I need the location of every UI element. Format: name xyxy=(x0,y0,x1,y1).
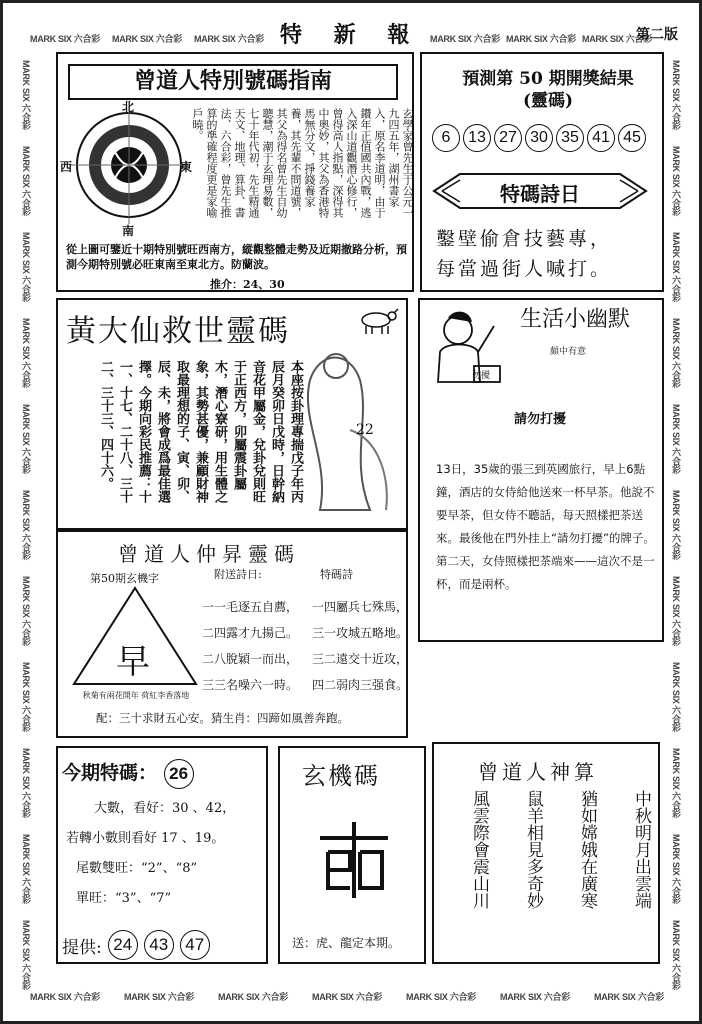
watermark-text: MARK SIX 六合彩 xyxy=(671,404,681,474)
compass-south: 南 xyxy=(122,224,135,238)
watermark-text: MARK SIX 六合彩 xyxy=(671,748,681,818)
watermark-text: MARK SIX 六合彩 xyxy=(500,992,570,1002)
compass-west: 西 xyxy=(60,160,73,174)
watermark-text: MARK SIX 六合彩 xyxy=(124,992,194,1002)
watermark-text: MARK SIX 六合彩 xyxy=(671,576,681,646)
watermark-text: MARK SIX 六合彩 xyxy=(21,576,31,646)
guide-recommend: 推介：24、30 xyxy=(210,278,285,291)
ascend-code-label: 特碼詩 xyxy=(320,568,353,581)
watermark-text: MARK SIX 六合彩 xyxy=(671,920,681,990)
result-ball: 13 xyxy=(463,124,491,152)
today-tail: 尾數雙旺：“2”、“8” xyxy=(76,861,198,876)
today-special-number: 26 xyxy=(164,759,194,789)
ascend-row xyxy=(202,594,408,620)
watermark-text: MARK SIX 六合彩 xyxy=(582,34,652,44)
watermark-text: MARK SIX 六合彩 xyxy=(21,318,31,388)
provide-row xyxy=(62,930,210,960)
result-ball: 27 xyxy=(494,124,522,152)
watermark-text: MARK SIX 六合彩 xyxy=(194,34,264,44)
edition-label: 第二版 xyxy=(636,27,678,43)
watermark-text: MARK SIX 六合彩 xyxy=(21,920,31,990)
guide-footnote: 從上圖可鑒近十期特別號旺西南方，縱觀整體走勢及近期撤路分析，預測今期特別號必旺東南至東北方。防蘭波。 xyxy=(66,243,407,271)
newspaper-title: 特 新 報 xyxy=(280,22,422,48)
provide-label: 提供: xyxy=(62,937,102,958)
watermark-text: MARK SIX 六合彩 xyxy=(406,992,476,1002)
wong-number: 22 xyxy=(356,422,374,438)
result-ball: 35 xyxy=(556,124,584,152)
ascend-verse: 二八脫穎一而出， xyxy=(202,652,299,666)
watermark-text: MARK SIX 六合彩 xyxy=(506,34,576,44)
watermark-text: MARK SIX 六合彩 xyxy=(30,992,100,1002)
result-ball: 45 xyxy=(618,124,646,152)
compass-east: 東 xyxy=(180,160,193,174)
result-ball: 30 xyxy=(525,124,553,152)
watermark-text: MARK SIX 六合彩 xyxy=(671,834,681,904)
ox-icon xyxy=(354,306,400,336)
ascend-verse: 一一毛逐五自薦， xyxy=(202,600,299,614)
wong-title: 黃大仙救世靈碼 xyxy=(66,314,290,349)
immortal-figure-icon xyxy=(290,340,398,524)
sign-label: 勿擾 xyxy=(472,371,491,381)
calc-column: 鼠羊相見多奇妙 xyxy=(523,790,543,909)
provide-number: 43 xyxy=(144,930,174,960)
provide-number: 47 xyxy=(180,930,210,960)
calc-column: 中秋明月出雲端 xyxy=(631,790,651,909)
poem-label: 特碼詩日 xyxy=(500,182,580,206)
today-small: 若轉小數則看好 17 、19。 xyxy=(66,831,225,846)
ascend-row xyxy=(202,672,408,698)
watermark-text: MARK SIX 六合彩 xyxy=(21,60,31,130)
poem-line-2: 每當過街人喊打。 xyxy=(436,258,613,280)
watermark-text: MARK SIX 六合彩 xyxy=(671,490,681,560)
results-title xyxy=(430,68,666,112)
compass-north: 北 xyxy=(122,100,135,114)
ascend-verse: 三三名噪六一時。 xyxy=(202,678,299,692)
watermark-text: MARK SIX 六合彩 xyxy=(671,662,681,732)
ascend-verse: 二四露才九揚己。 xyxy=(202,626,299,640)
watermark-text: MARK SIX 六合彩 xyxy=(21,662,31,732)
calc-title: 曾道人神算 xyxy=(478,760,598,784)
watermark-text: MARK SIX 六合彩 xyxy=(21,404,31,474)
calc-poem xyxy=(468,790,652,909)
triangle-char: 早 xyxy=(116,642,150,682)
cartoon-man-icon xyxy=(430,306,506,390)
watermark-text: MARK SIX 六合彩 xyxy=(671,232,681,302)
watermark-text: MARK SIX 六合彩 xyxy=(671,318,681,388)
guide-body: 玄學家曾先生于公元一九四五年，湖州書家入，原名李道明，由于鑽年正值國共內戰，逃入深山道觀潛心修行，曾得高人指點，深得其中奧妙，其父為香港特馬無分文，掙錢養家養，其先輩不問道號，其父為得名曾先生自幼聰慧，潮于玄理易數，七十年代初，先生精通天文、地理、算卦、書法、六合彩，曾先生推算的準確程度更是家喻戶曉。 xyxy=(191,108,414,218)
calc-column: 猶如嫦娥在廣寒 xyxy=(577,790,597,909)
ascend-verse: 三一攻城五略地。 xyxy=(312,626,409,640)
ascend-verse: 一四屬兵七殊馬， xyxy=(312,600,409,614)
ascend-verse: 四二弱肉三强食。 xyxy=(312,678,409,692)
humor-body: 13日，35歲的張三到英國旅行，早上6點鐘，酒店的女侍給他送來一杯早茶。他說不要早茶，但女侍不聽話，每天照樣把茶送來。最後他在門外挂上“請勿打擾”的牌子。第二天，女侍照樣把茶端來——這次不是一杯，而是兩杯。 xyxy=(436,462,655,591)
watermark-text: MARK SIX 六合彩 xyxy=(21,834,31,904)
ascend-title: 曾道人仲昇靈碼 xyxy=(118,542,300,566)
watermark-text: MARK SIX 六合彩 xyxy=(21,232,31,302)
watermark-text: MARK SIX 六合彩 xyxy=(218,992,288,1002)
provide-number: 24 xyxy=(108,930,138,960)
results-title-line2: (靈碼) xyxy=(522,91,574,111)
triangle-text: 秋菊有兩花開年 荷紅李香落地 xyxy=(82,691,190,700)
watermark-text: MARK SIX 六合彩 xyxy=(312,992,382,1002)
result-ball: 6 xyxy=(432,124,460,152)
today-title-label: 今期特碼： xyxy=(62,762,158,784)
watermark-text: MARK SIX 六合彩 xyxy=(112,34,182,44)
mystic-glyph-icon xyxy=(316,818,392,902)
watermark-text: MARK SIX 六合彩 xyxy=(21,490,31,560)
watermark-text: MARK SIX 六合彩 xyxy=(30,34,100,44)
watermark-text: MARK SIX 六合彩 xyxy=(21,748,31,818)
watermark-text: MARK SIX 六合彩 xyxy=(594,992,664,1002)
ascend-verse: 三二遠交十近攻， xyxy=(312,652,409,666)
ascend-row xyxy=(202,620,408,646)
calc-column: 風雲際會震山川 xyxy=(469,790,489,909)
poem-line-1: 鑿壁偷倉技藝專， xyxy=(436,228,613,250)
today-big: 大數，看好：30 、42， xyxy=(94,801,236,816)
ascend-row xyxy=(202,646,408,672)
watermark-text: MARK SIX 六合彩 xyxy=(21,146,31,216)
humor-title: 生活小幽默 xyxy=(520,307,631,332)
ascend-issue: 第50期玄機字 xyxy=(90,572,159,585)
ascend-footnote: 配：三十求財五心安。猜生肖：四蹄如風善奔跑。 xyxy=(96,711,349,725)
today-title xyxy=(62,758,194,789)
results-title-line1: 預測第 50 期開獎結果 xyxy=(462,69,634,89)
watermark-text: MARK SIX 六合彩 xyxy=(671,146,681,216)
humor-heading: 請勿打擾 xyxy=(514,412,567,427)
mystic-footnote: 送：虎、龍定本期。 xyxy=(292,936,401,950)
today-single: 單旺：“3”、“7” xyxy=(76,891,172,906)
wong-body: 本座按卦理專揣戊子年丙辰月癸卯日戊時，日幹納音花甲屬金，兌卦兌則旺于正西方，卯屬震卦屬木，潛心寮研，用生體之象，其勢甚優，兼顧財神取最理想的子、寅、卯、辰、未，將會成爲最佳選擇。今期向彩民推薦：十一、十七、二十八、三十二、三十三、四十六。 xyxy=(98,360,303,503)
ascend-poem-label: 附送詩日: xyxy=(214,568,262,581)
compass-diagram xyxy=(64,100,194,230)
mystic-title: 玄機碼 xyxy=(302,762,380,790)
result-numbers xyxy=(432,124,646,152)
ascend-poem-rows xyxy=(202,594,408,698)
watermark-text: MARK SIX 六合彩 xyxy=(430,34,500,44)
humor-subtitle: 頗中有意 xyxy=(550,347,587,357)
watermark-text: MARK SIX 六合彩 xyxy=(671,60,681,130)
result-ball: 41 xyxy=(587,124,615,152)
guide-title: 曾道人特別號碼指南 xyxy=(68,64,398,100)
